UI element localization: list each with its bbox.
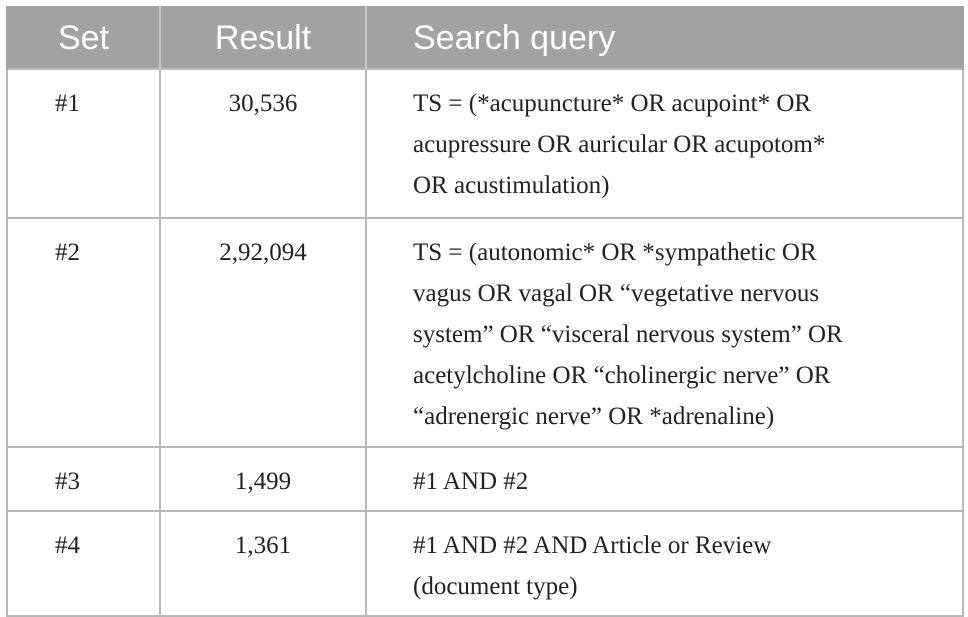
query-line: “adrenergic nerve” OR *adrenaline) [413, 403, 775, 430]
query-cell [366, 218, 963, 447]
query-cell [366, 69, 963, 218]
header-search-query: Search query [366, 7, 963, 69]
result-cell: 2,92,094 [160, 218, 366, 447]
table-row [7, 218, 963, 447]
set-cell: #2 [7, 218, 160, 447]
set-cell: #3 [7, 447, 160, 511]
result-cell: 1,499 [160, 447, 366, 511]
query-line: #1 AND #2 AND Article or Review [413, 532, 772, 559]
header-result: Result [160, 7, 366, 69]
search-strategy-table [6, 6, 964, 617]
query-line: acupressure OR auricular OR acupotom* [413, 131, 826, 158]
table-body [7, 69, 963, 616]
table-header [7, 7, 963, 69]
set-cell: #1 [7, 69, 160, 218]
query-line: vagus OR vagal OR “vegetative nervous [413, 280, 820, 307]
query-line: acetylcholine OR “cholinergic nerve” OR [413, 362, 831, 389]
query-cell [366, 511, 963, 616]
set-cell: #4 [7, 511, 160, 616]
query-line: system” OR “visceral nervous system” OR [413, 321, 843, 348]
query-cell [366, 447, 963, 511]
result-cell: 1,361 [160, 511, 366, 616]
header-set: Set [7, 7, 160, 69]
table-row [7, 447, 963, 511]
query-line: TS = (autonomic* OR *sympathetic OR [413, 239, 817, 266]
query-line: OR acustimulation) [413, 172, 610, 199]
result-cell: 30,536 [160, 69, 366, 218]
query-line: #1 AND #2 [413, 468, 529, 495]
query-line: TS = (*acupuncture* OR acupoint* OR [413, 90, 812, 117]
header-row [7, 7, 963, 69]
table-row [7, 511, 963, 616]
query-line: (document type) [413, 573, 578, 600]
table-row [7, 69, 963, 218]
